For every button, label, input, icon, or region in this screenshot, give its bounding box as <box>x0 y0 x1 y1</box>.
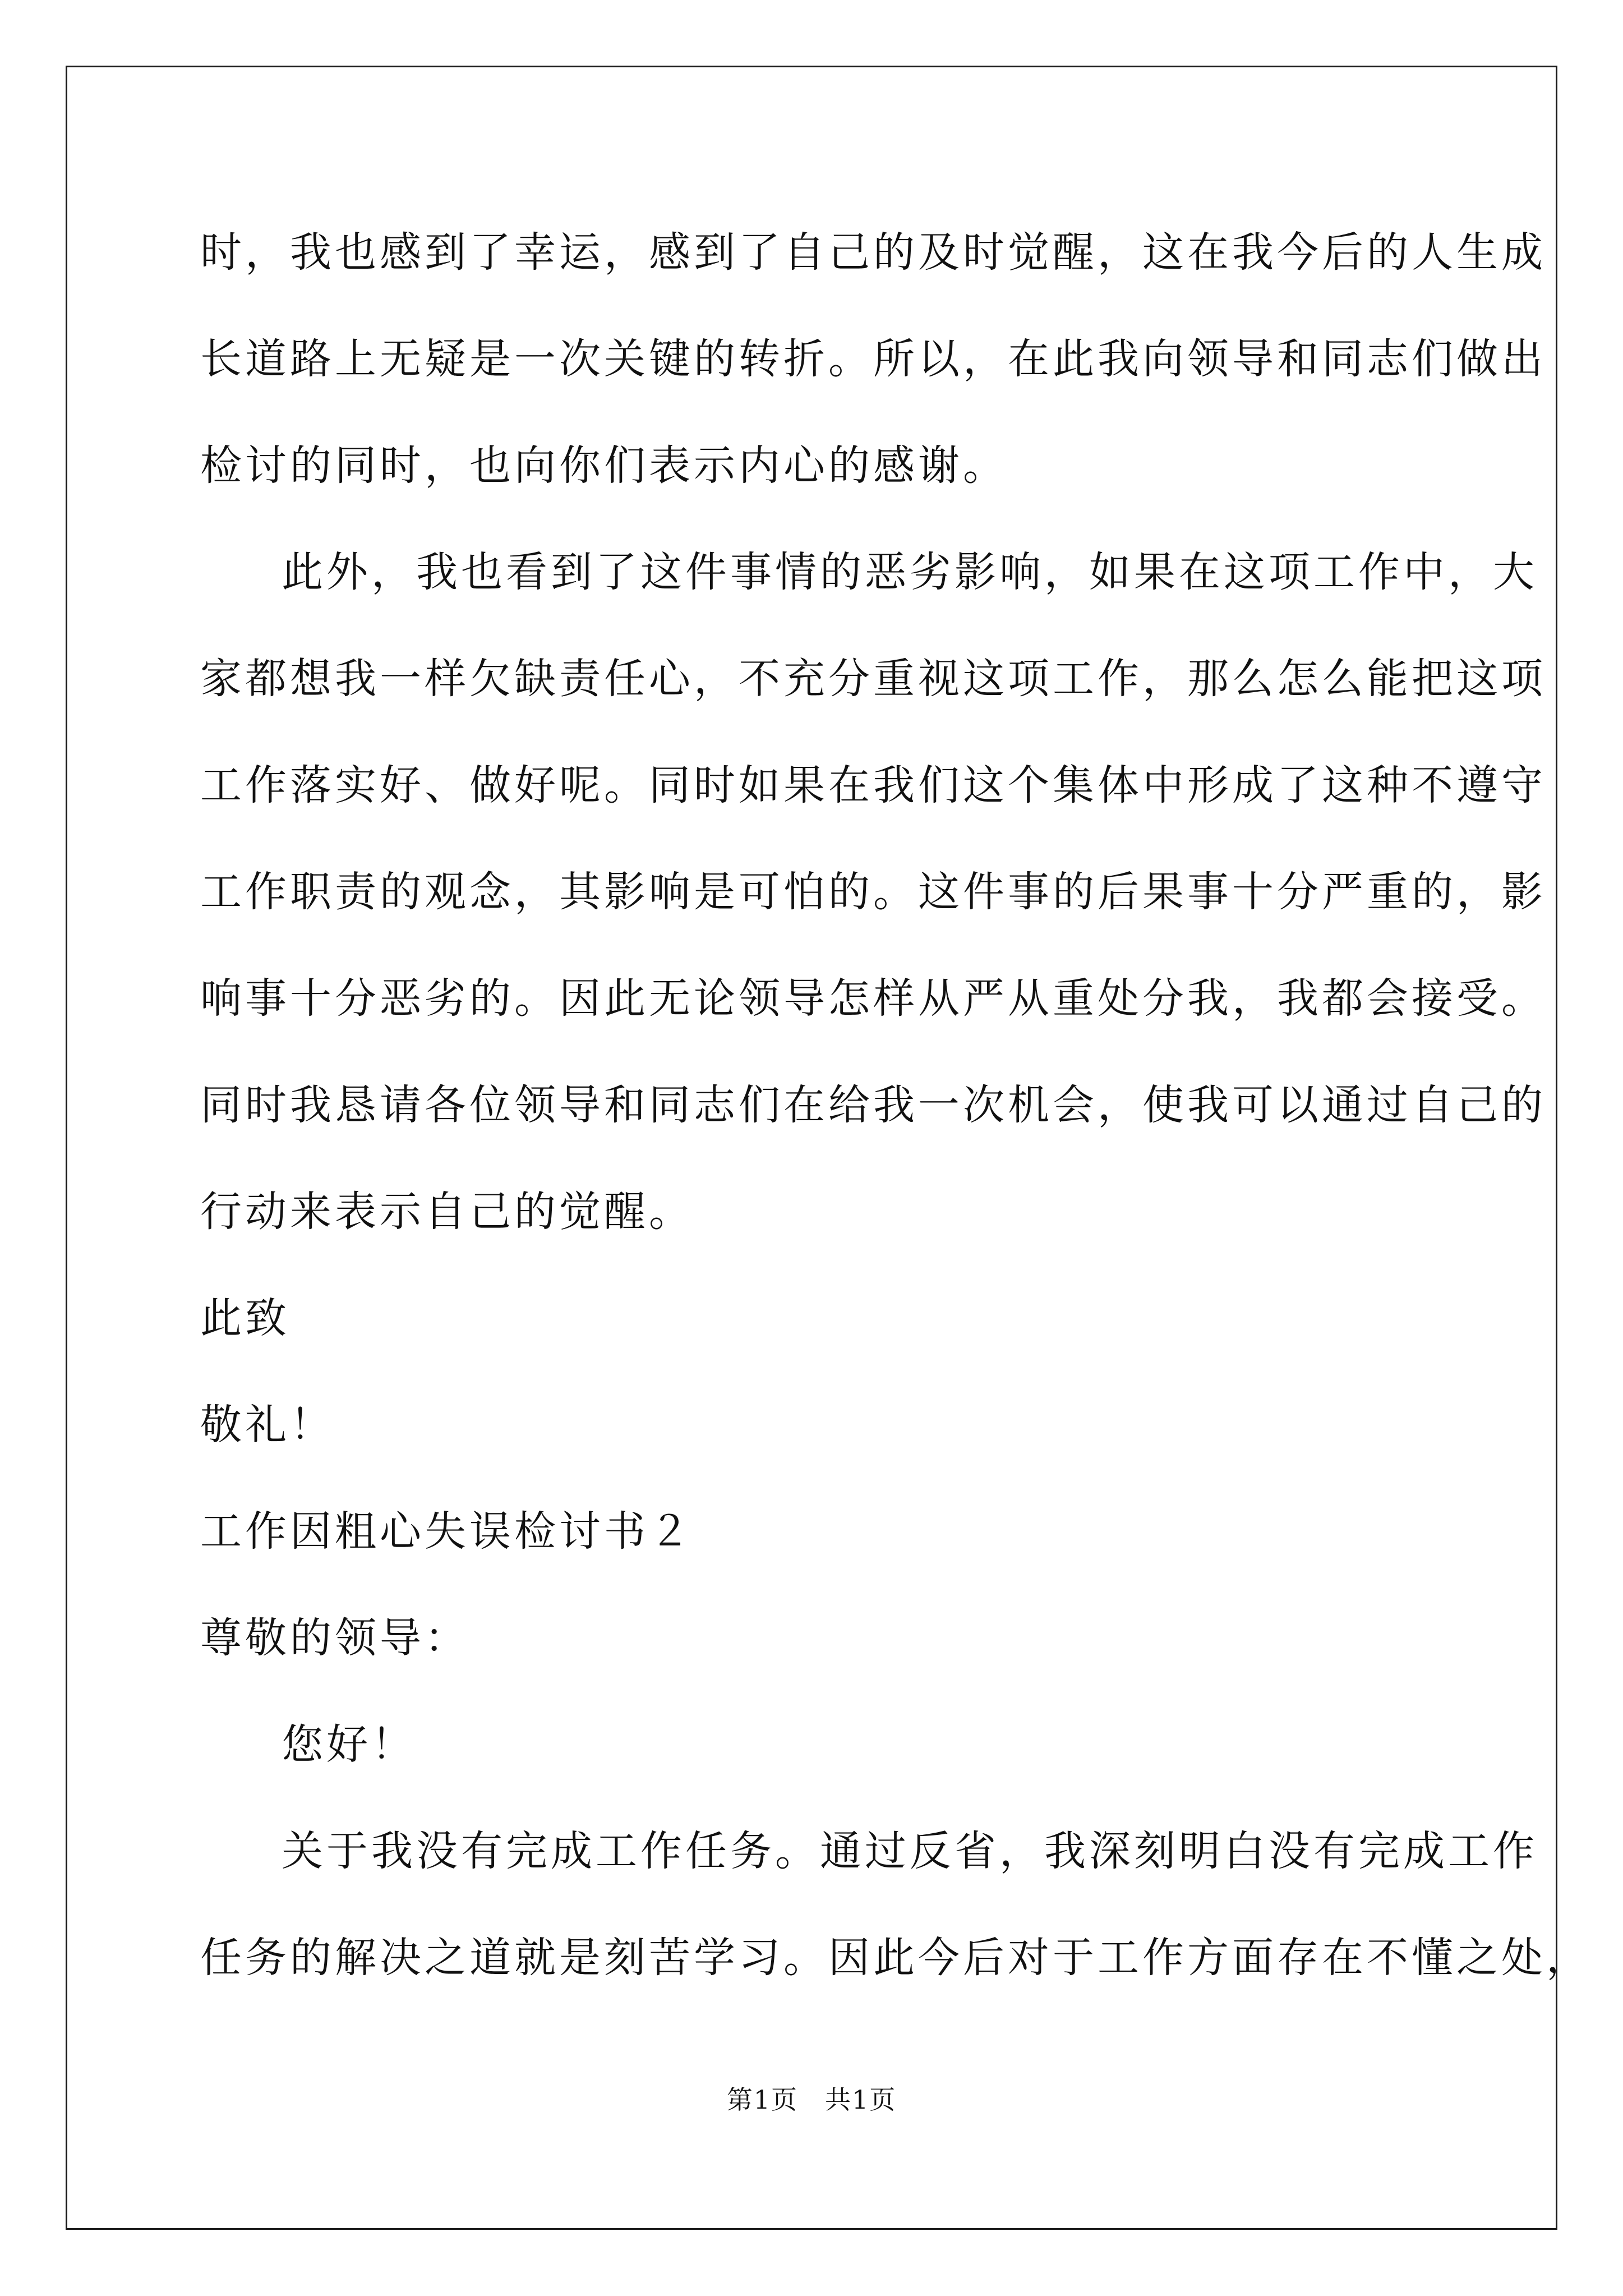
body-line: 时，我也感到了幸运，感到了自己的及时觉醒，这在我今后的人生成 <box>200 228 1546 277</box>
body-line: 关于我没有完成工作任务。通过反省，我深刻明白没有完成工作 <box>282 1827 1538 1875</box>
body-line: 工作职责的观念，其影响是可怕的。这件事的后果事十分严重的，影 <box>200 868 1546 916</box>
closing-regards: 敬礼！ <box>200 1401 335 1449</box>
body-line: 此外，我也看到了这件事情的恶劣影响，如果在这项工作中，大 <box>282 548 1538 596</box>
body-line: 长道路上无疑是一次关键的转折。所以，在此我向领导和同志们做出 <box>200 335 1546 383</box>
letter-salutation: 尊敬的领导： <box>200 1614 469 1662</box>
body-line: 同时我恳请各位领导和同志们在给我一次机会，使我可以通过自己的 <box>200 1081 1546 1129</box>
body-line: 响事十分恶劣的。因此无论领导怎样从严从重处分我，我都会接受。 <box>200 974 1546 1023</box>
greeting: 您好！ <box>282 1720 416 1769</box>
body-line: 工作落实好、做好呢。同时如果在我们这个集体中形成了这种不遵守 <box>200 761 1546 809</box>
body-line: 家都想我一样欠缺责任心，不充分重视这项工作，那么怎么能把这项 <box>200 655 1546 703</box>
body-line: 任务的解决之道就是刻苦学习。因此今后对于工作方面存在不懂之处， <box>200 1934 1591 1982</box>
body-line: 检讨的同时，也向你们表示内心的感谢。 <box>200 441 1008 490</box>
section-title: 工作因粗心失误检讨书２ <box>200 1507 694 1556</box>
body-line: 行动来表示自己的觉醒。 <box>200 1188 694 1236</box>
page-footer: 第1页 共1页 <box>726 2085 897 2115</box>
page-border <box>66 66 1557 2230</box>
closing-salutation: 此致 <box>200 1294 290 1342</box>
